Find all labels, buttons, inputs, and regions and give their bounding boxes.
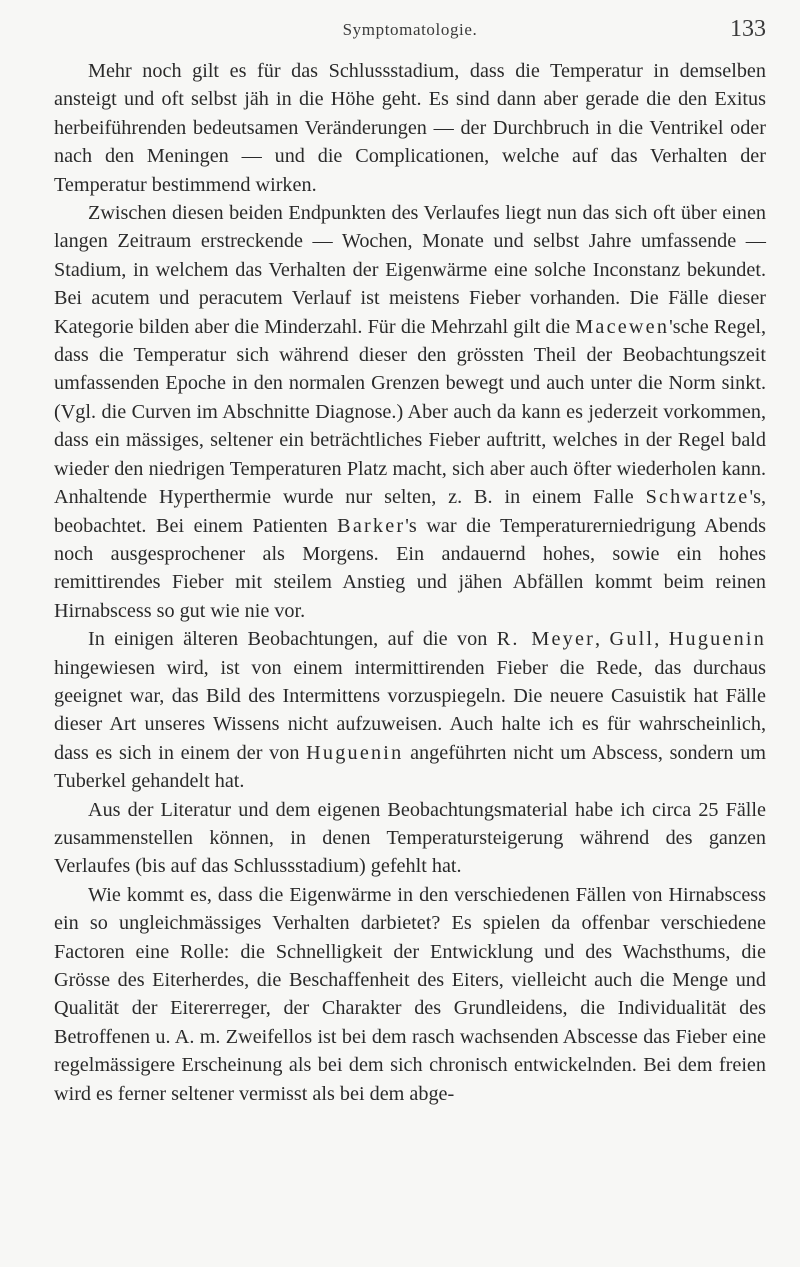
author-name: Gull	[609, 628, 655, 651]
text-segment: Zwischen diesen beiden Endpunkten des Verlaufes liegt nun das sich oft über einen langen Zeitraum erstreckende — Wochen, Monate und selbst Jahre umfassende — Stadium, in welchem das Verhalten der Eigenwärme eine solche Inconstanz bekundet. Bei acutem und peracutem Verlauf ist meistens Fieber vorhanden. Die Fälle dieser Kategorie bilden aber die Minderzahl. Für die Mehrzahl gilt die	[54, 202, 766, 338]
text-segment: In einigen älteren Beobachtungen, auf die von	[88, 628, 497, 651]
page-header	[54, 14, 766, 48]
text-segment: hingewiesen wird, ist von einem intermittirenden Fieber die Rede, das durchaus geeignet war, das Bild des Intermittens vorzuspiegeln. Die neuere Casuistik hat Fälle dieser Art unseres Wissens nicht aufzuweisen. Auch halte ich es für wahrscheinlich, dass es sich in einem der von	[54, 656, 766, 764]
paragraph	[54, 57, 766, 199]
author-name: Huguenin	[668, 628, 766, 651]
text-segment: Mehr noch gilt es für das Schlussstadium, dass die Temperatur in demselben ansteigt und oft selbst jäh in die Höhe geht. Es sind dann aber gerade die den Exitus herbeiführenden bedeutsamen Veränderungen — der Durchbruch in die Ventrikel oder nach den Meningen — und die Complicationen, welche auf das Verhalten der Temperatur bestimmend wirken.	[54, 60, 766, 196]
text-segment: 's, beobachtet. Bei einem Patienten	[54, 486, 766, 537]
text-segment: ,	[595, 628, 610, 651]
text-segment: Aus der Literatur und dem eigenen Beobachtungsmaterial habe ich circa 25 Fälle zusammenstellen können, in denen Temperatursteigerung während des ganzen Verlaufes (bis auf das Schlussstadium) gefehlt hat.	[54, 798, 766, 878]
page-number: 133	[730, 16, 766, 42]
text-segment: angeführten nicht um Abscess, sondern um Tuberkel gehandelt hat.	[54, 741, 766, 793]
text-segment: Wie kommt es, dass die Eigenwärme in den verschiedenen Fällen von Hirnabscess ein so ungleichmässiges Verhalten darbietet? Es spielen da offenbar verschiedene Factoren eine Rolle: die Schnelligkeit der Entwicklung und des Wachsthums, die Grösse des Eiterherdes, die Beschaffenheit des Eiters, vielleicht auch die Menge und Qualität der Eitererreger, der Charakter des Grundleidens, die Individualität des Betroffenen u. A. m. Zweifellos ist bei dem rasch wachsenden Abscesse das Fieber eine regelmässigere Erscheinung als bei dem sich chronisch entwickelnden. Bei dem freien wird es ferner seltener vermisst als bei dem abge-	[54, 883, 766, 1105]
author-name: Huguenin	[306, 741, 404, 764]
paragraph	[54, 199, 766, 625]
paragraph	[54, 796, 766, 881]
paragraph	[54, 881, 766, 1108]
text-segment: 'sche Regel, dass die Temperatur sich während dieser den grössten Theil der Beobachtungszeit umfassenden Epoche in den normalen Grenzen bewegt und auch unter die Norm sinkt. (Vgl. die Curven im Abschnitte Diagnose.) Aber auch da kann es jederzeit vorkommen, dass ein mässiges, seltener ein beträchtliches Fieber auftritt, welches in der Regel bald wieder den niedrigen Temperaturen Platz macht, sich aber auch öfter wiederholen kann. Anhaltende Hyperthermie wurde nur selten, z. B. in einem Falle	[54, 315, 766, 509]
running-title: Symptomatologie.	[342, 20, 478, 39]
text-segment: ,	[654, 628, 669, 651]
author-name: Macewen	[575, 315, 670, 338]
paragraph	[54, 625, 766, 795]
body-text	[54, 57, 766, 1108]
author-name: R. Meyer	[496, 628, 596, 651]
author-name: Barker	[337, 514, 406, 537]
author-name: Schwartze	[645, 486, 750, 509]
text-segment: 's war die Temperaturerniedrigung Abends noch ausgesprochener als Morgens. Ein andauernd hohes, sowie ein hohes remittirendes Fieber mit steilem Anstieg und jähen Abfällen kommt beim reinen Hirnabscess so gut wie nie vor.	[54, 514, 766, 622]
